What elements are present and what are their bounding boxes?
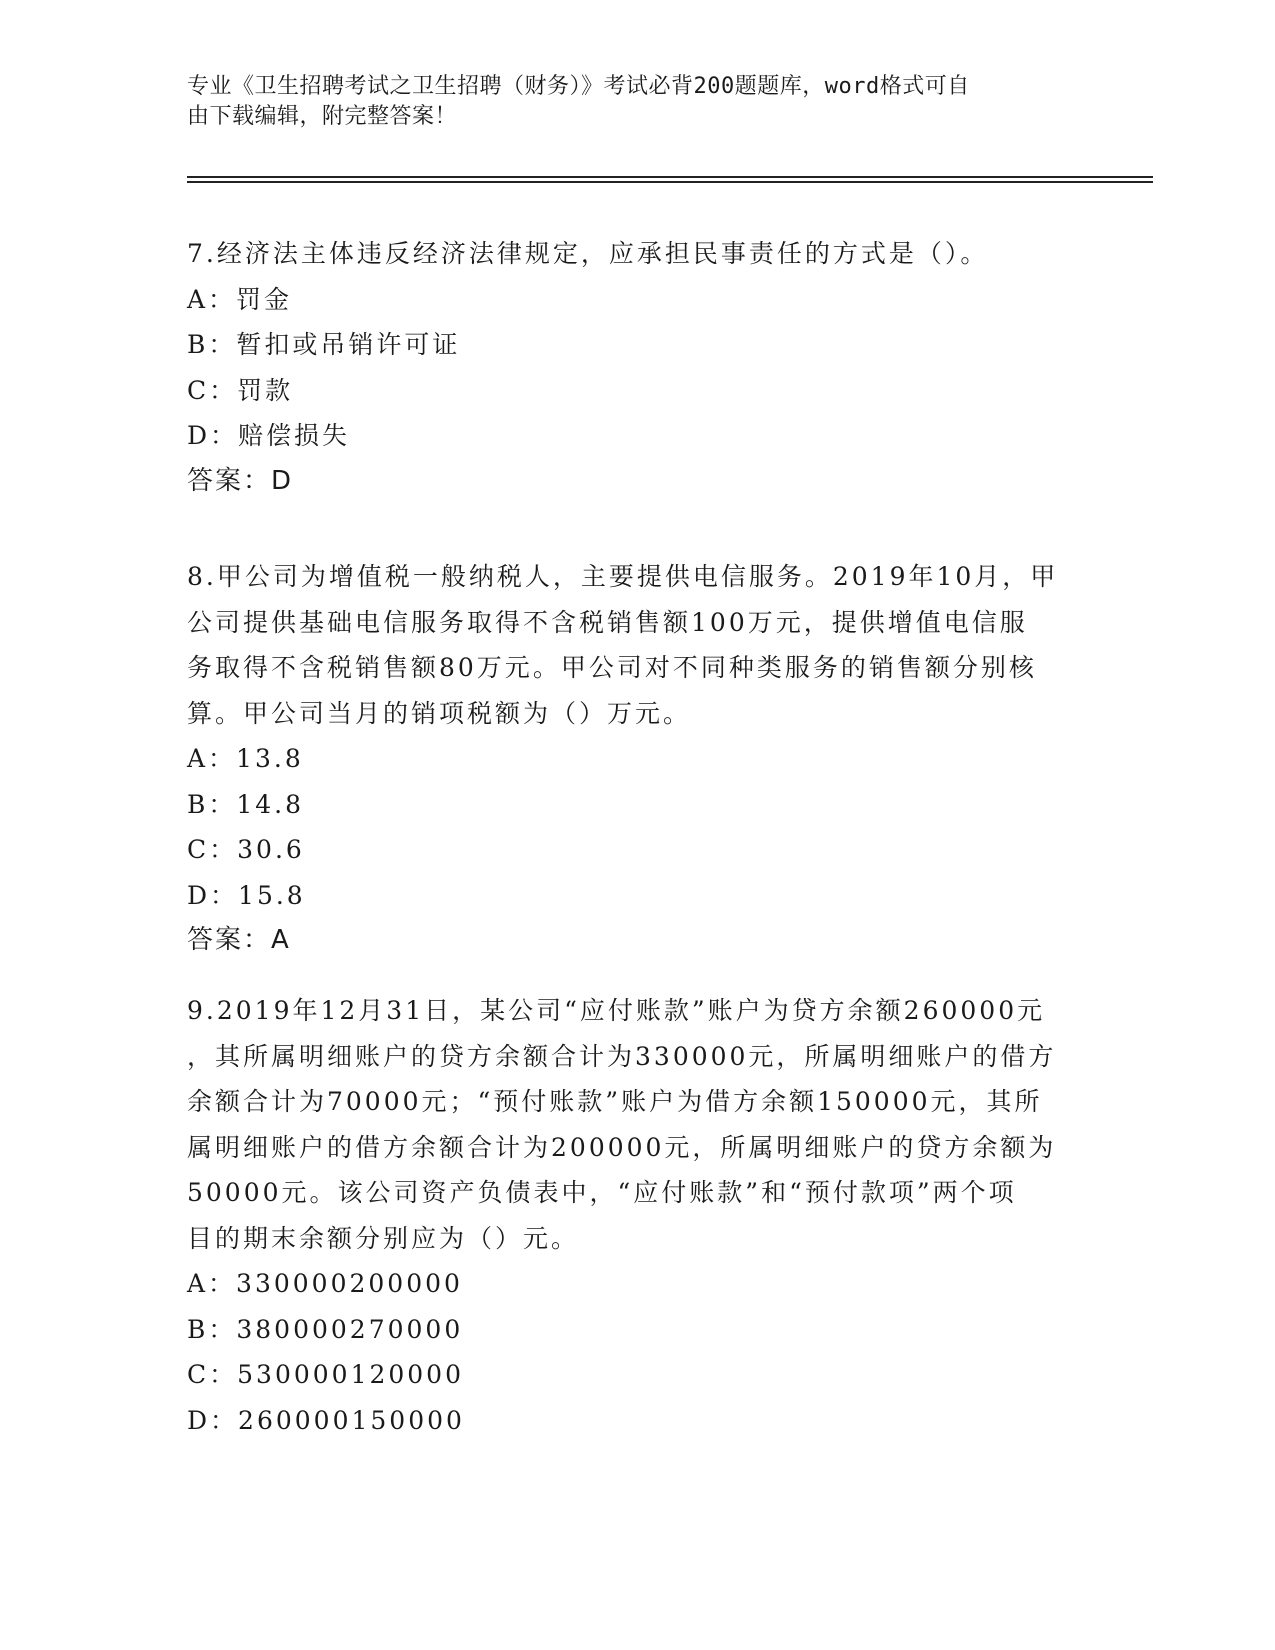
question-stem-line: 7.经济法主体违反经济法律规定，应承担民事责任的方式是（）。 (187, 239, 989, 268)
question-9 (187, 988, 1087, 1443)
header-line-1: 专业《卫生招聘考试之卫生招聘（财务）》考试必背200题题库，word格式可自 (187, 74, 970, 99)
question-stem-line: 目的期末余额分别应为（）元。 (187, 1223, 580, 1253)
option-d: D：260000150000 (187, 1405, 465, 1435)
option-c: C：罚款 (187, 375, 294, 405)
question-stem-line: 余额合计为70000元；“预付账款”账户为借方余额150000元，其所 (187, 1087, 1043, 1116)
answer-line: 答案：D (187, 465, 294, 496)
option-d: D：15.8 (187, 880, 306, 910)
question-8 (187, 554, 1087, 964)
option-c: C：30.6 (187, 835, 305, 864)
question-stem-line: 50000元。该公司资产负债表中，“应付账款”和“预付款项”两个项 (187, 1178, 1017, 1207)
answer-line: 答案：A (187, 925, 291, 955)
option-b: B：暂扣或吊销许可证 (187, 330, 461, 359)
question-stem-line: 8.甲公司为增值税一般纳税人，主要提供电信服务。2019年10月，甲 (187, 562, 1059, 591)
question-stem-line: 务取得不含税销售额80万元。甲公司对不同种类服务的销售额分别核 (187, 653, 1037, 682)
question-stem-line: ，其所属明细账户的贷方余额合计为330000元，所属明细账户的借方 (187, 1041, 1057, 1071)
option-c: C：530000120000 (187, 1360, 464, 1389)
option-a: A：罚金 (187, 284, 293, 314)
header-line-2: 由下载编辑，附完整答案！ (187, 104, 458, 129)
option-b: B：380000270000 (187, 1314, 464, 1344)
document-header (187, 72, 1067, 132)
question-stem-line: 9.2019年12月31日，某公司“应付账款”账户为贷方余额260000元 (187, 996, 1046, 1025)
question-stem-line: 属明细账户的借方余额合计为200000元，所属明细账户的贷方余额为 (187, 1132, 1057, 1162)
option-a: A：330000200000 (187, 1269, 463, 1298)
option-b: B：14.8 (187, 789, 305, 819)
header-divider-top (187, 176, 1153, 178)
question-stem-line: 算。甲公司当月的销项税额为（）万元。 (187, 698, 692, 728)
question-stem-line: 公司提供基础电信服务取得不含税销售额100万元，提供增值电信服 (187, 607, 1028, 637)
question-7 (187, 231, 1087, 504)
option-a: A：13.8 (187, 744, 304, 773)
option-d: D：赔偿损失 (187, 421, 351, 450)
header-divider-bottom (187, 181, 1153, 183)
